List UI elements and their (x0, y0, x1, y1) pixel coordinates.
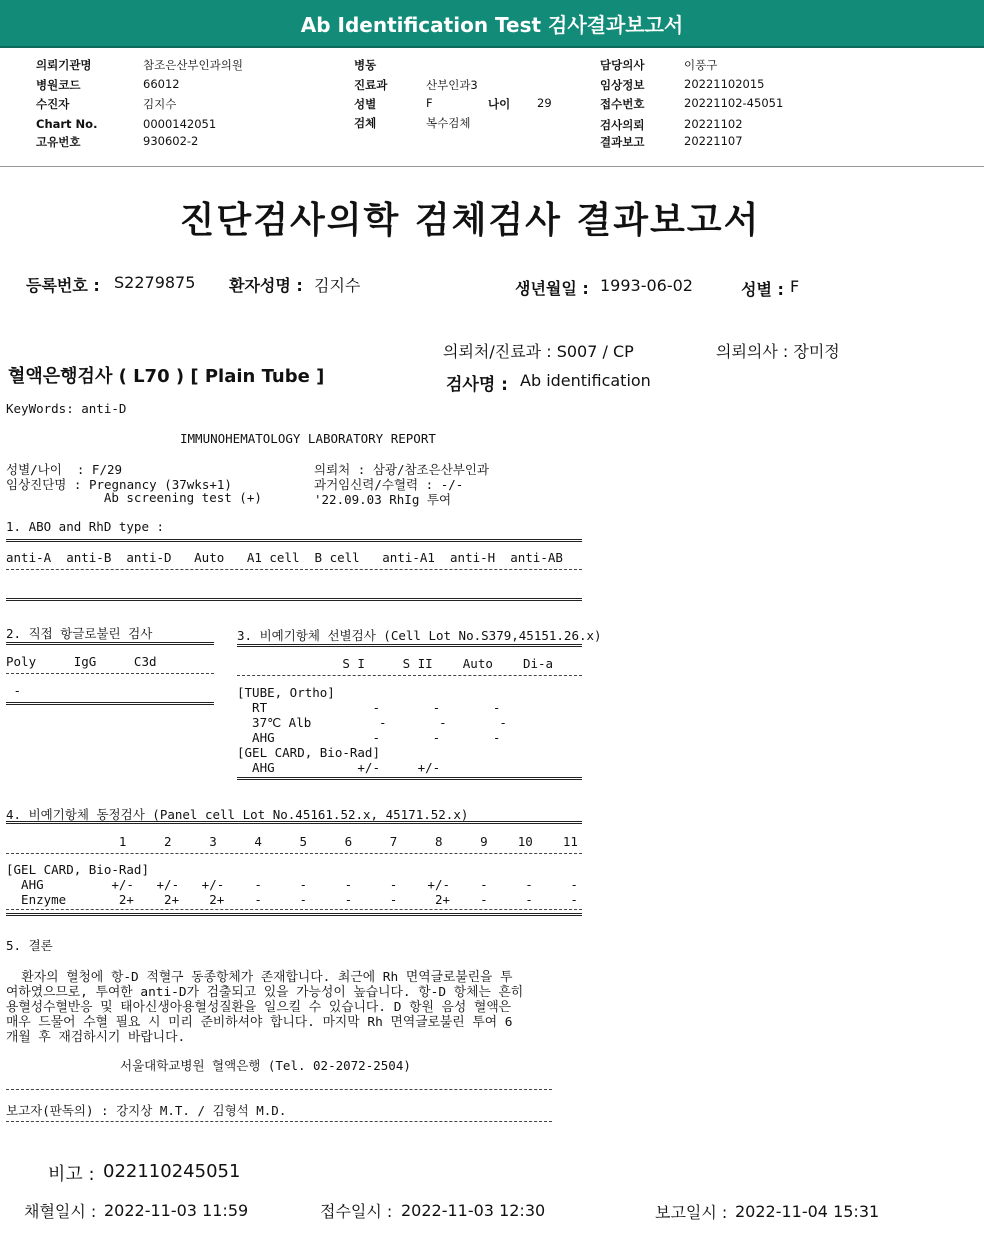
receipt-label: 접수일시 : (320, 1202, 393, 1221)
reporter-line: 보고자(판독의) : 강지상 M.T. / 김형석 M.D. (6, 1103, 287, 1118)
diagnosis-line-1: 임상진단명 : Pregnancy (37wks+1) (6, 477, 232, 492)
keywords: KeyWords: anti-D (6, 401, 127, 416)
doctor-value: 이풍구 (684, 58, 718, 72)
report-sex-label: 성별 : (741, 280, 784, 299)
rhig-line: '22.09.03 RhIg 투여 (314, 492, 452, 507)
chart-no-value: 0000142051 (143, 117, 217, 131)
conclusion-line-4: 매우 드물어 수혈 필요 시 미리 준비하셔야 합니다. 마지막 Rh 면역글로불린 투여 6 (6, 1015, 513, 1030)
request-date-label: 검사의뢰 (600, 118, 645, 132)
hospital-code-value: 66012 (143, 77, 180, 91)
doctor-label: 담당의사 (600, 58, 645, 72)
blood-bank-contact: 서울대학교병원 혈액은행 (Tel. 02-2072-2504) (120, 1058, 411, 1073)
patient-name-label: 환자성명 : (229, 276, 303, 295)
history-line: 과거임신력/수혈력 : -/- (314, 477, 464, 492)
report-date-value: 2022-11-04 15:31 (735, 1202, 880, 1221)
section-2-top-rule (6, 642, 214, 645)
report-sex-value: F (790, 277, 800, 296)
accession-label: 접수번호 (600, 97, 645, 111)
remark-value: 022110245051 (103, 1161, 241, 1182)
conclusion-line-3: 용혈성수혈반응 및 태아신생아용혈성질환을 일으킬 수 있습니다. D 항원 음성 혈액은 (6, 1000, 512, 1015)
section-4-top-rule (6, 821, 582, 824)
lab-report-title: IMMUNOHEMATOLOGY LABORATORY REPORT (180, 431, 436, 446)
remark-label: 비고 : (48, 1164, 95, 1185)
clinical-info-value: 20221102015 (684, 77, 765, 91)
panel-ahg-row: AHG +/- +/- +/- - - - - +/- - - - (6, 877, 578, 892)
abo-columns: anti-A anti-B anti-D Auto A1 cell B cell anti-A1 anti-H anti-AB (6, 550, 563, 565)
hospital-name-value: 참조은산부인과의원 (143, 58, 243, 72)
section-4-data-rule (6, 909, 582, 910)
specimen-label: 검체 (354, 116, 377, 130)
sex-label: 성별 (354, 97, 377, 111)
referral-line: 의뢰처 : 삼광/참조은산부인과 (314, 462, 490, 477)
registration-label: 등록번호 : (26, 276, 100, 295)
reporter-top-rule (6, 1089, 552, 1090)
rt-row: RT - - - (237, 700, 501, 715)
accession-value: 20221102-45051 (684, 96, 784, 110)
sex-age-line: 성별/나이 : F/29 (6, 462, 123, 477)
section-3-bottom-rule (237, 777, 582, 780)
gel-ahg-row: AHG +/- +/- (237, 760, 441, 775)
result-date-label: 결과보고 (600, 135, 645, 149)
panel-enzyme-row: Enzyme 2+ 2+ 2+ - - - - 2+ - - - (6, 892, 578, 907)
section-1-title: 1. ABO and RhD type : (6, 519, 165, 534)
department-label: 진료과 (354, 78, 388, 92)
panel-gel-card-label: [GEL CARD, Bio-Rad] (6, 862, 149, 877)
referring-doctor: 의뢰의사 : 장미정 (716, 342, 840, 361)
section-1-header-rule (6, 569, 582, 570)
conclusion-line-1: 환자의 혈청에 항-D 적혈구 동종항체가 존재합니다. 최근에 Rh 면역글로불린을 투 (6, 970, 513, 985)
ward-label: 병동 (354, 58, 377, 72)
conclusion-line-2: 여하였으므로, 투여한 anti-D가 검출되고 있을 가능성이 높습니다. 항-D 항체는 흔히 (6, 985, 524, 1000)
document-title: 진단검사의학 검체검사 결과보고서 (179, 200, 761, 241)
section-1-bottom-rule (6, 598, 582, 601)
panel-columns: 1 2 3 4 5 6 7 8 9 10 11 (6, 834, 578, 849)
reporter-bottom-rule (6, 1121, 552, 1122)
hospital-name-label: 의뢰기관명 (36, 58, 92, 72)
report-header-title: Ab Identification Test 검사결과보고서 (300, 12, 684, 37)
registration-value: S2279875 (114, 273, 196, 292)
dat-value: - (6, 683, 22, 698)
referral-department: 의뢰처/진료과 : S007 / CP (443, 342, 634, 361)
request-date-value: 20221102 (684, 117, 743, 131)
collection-label: 채혈일시 : (24, 1202, 97, 1221)
ahg-row: AHG - - - (237, 730, 501, 745)
section-2-bottom-rule (6, 702, 214, 705)
section-3-header-rule (237, 675, 582, 676)
gel-card-label: [GEL CARD, Bio-Rad] (237, 745, 380, 760)
section-3-title: 3. 비예기항체 선별검사 (Cell Lot No.S379,45151.26.x) (237, 628, 602, 643)
section-4-title: 4. 비예기항체 동정검사 (Panel cell Lot No.45161.52.x, 45171.52.x) (6, 807, 469, 822)
section-4-header-rule (6, 853, 582, 854)
test-name-label: 검사명 : (446, 375, 508, 395)
section-4-bottom-rule (6, 913, 582, 916)
result-date-value: 20221107 (684, 134, 743, 148)
test-name-value: Ab identification (520, 371, 651, 390)
hospital-code-label: 병원코드 (36, 78, 81, 92)
collection-value: 2022-11-03 11:59 (104, 1201, 249, 1220)
test-section-title: 혈액은행검사 ( L70 ) [ Plain Tube ] (8, 366, 325, 387)
specimen-value: 복수검체 (426, 116, 471, 130)
patient-value: 김지수 (143, 97, 177, 111)
diagnosis-line-2: Ab screening test (+) (6, 490, 262, 505)
age-label: 나이 (488, 97, 511, 111)
clinical-info-label: 임상정보 (600, 78, 645, 92)
patient-label: 수진자 (36, 97, 70, 111)
report-date-label: 보고일시 : (655, 1203, 728, 1222)
age-value: 29 (537, 96, 552, 110)
section-5-title: 5. 결론 (6, 938, 53, 953)
alb-37-row: 37℃ Alb - - - (237, 715, 507, 730)
report-header-bar (0, 0, 984, 48)
section-1-top-rule (6, 539, 582, 542)
screening-columns: S I S II Auto Di-a (237, 656, 554, 671)
unique-no-value: 930602-2 (143, 134, 199, 148)
department-value: 산부인과3 (426, 78, 478, 92)
chart-no-label: Chart No. (36, 117, 98, 131)
dat-columns: Poly IgG C3d (6, 654, 157, 669)
section-2-title: 2. 직접 항글로불린 검사 (6, 626, 153, 641)
dob-label: 생년월일 : (515, 279, 589, 298)
section-2-header-rule (6, 673, 214, 674)
tube-ortho-label: [TUBE, Ortho] (237, 685, 335, 700)
unique-no-label: 고유번호 (36, 135, 81, 149)
dob-value: 1993-06-02 (600, 276, 693, 295)
conclusion-line-5: 개월 후 재검하시기 바랍니다. (6, 1030, 186, 1045)
patient-name-value: 김지수 (314, 276, 361, 295)
sex-value: F (426, 96, 433, 110)
receipt-value: 2022-11-03 12:30 (401, 1201, 546, 1220)
section-3-top-rule (237, 644, 582, 647)
